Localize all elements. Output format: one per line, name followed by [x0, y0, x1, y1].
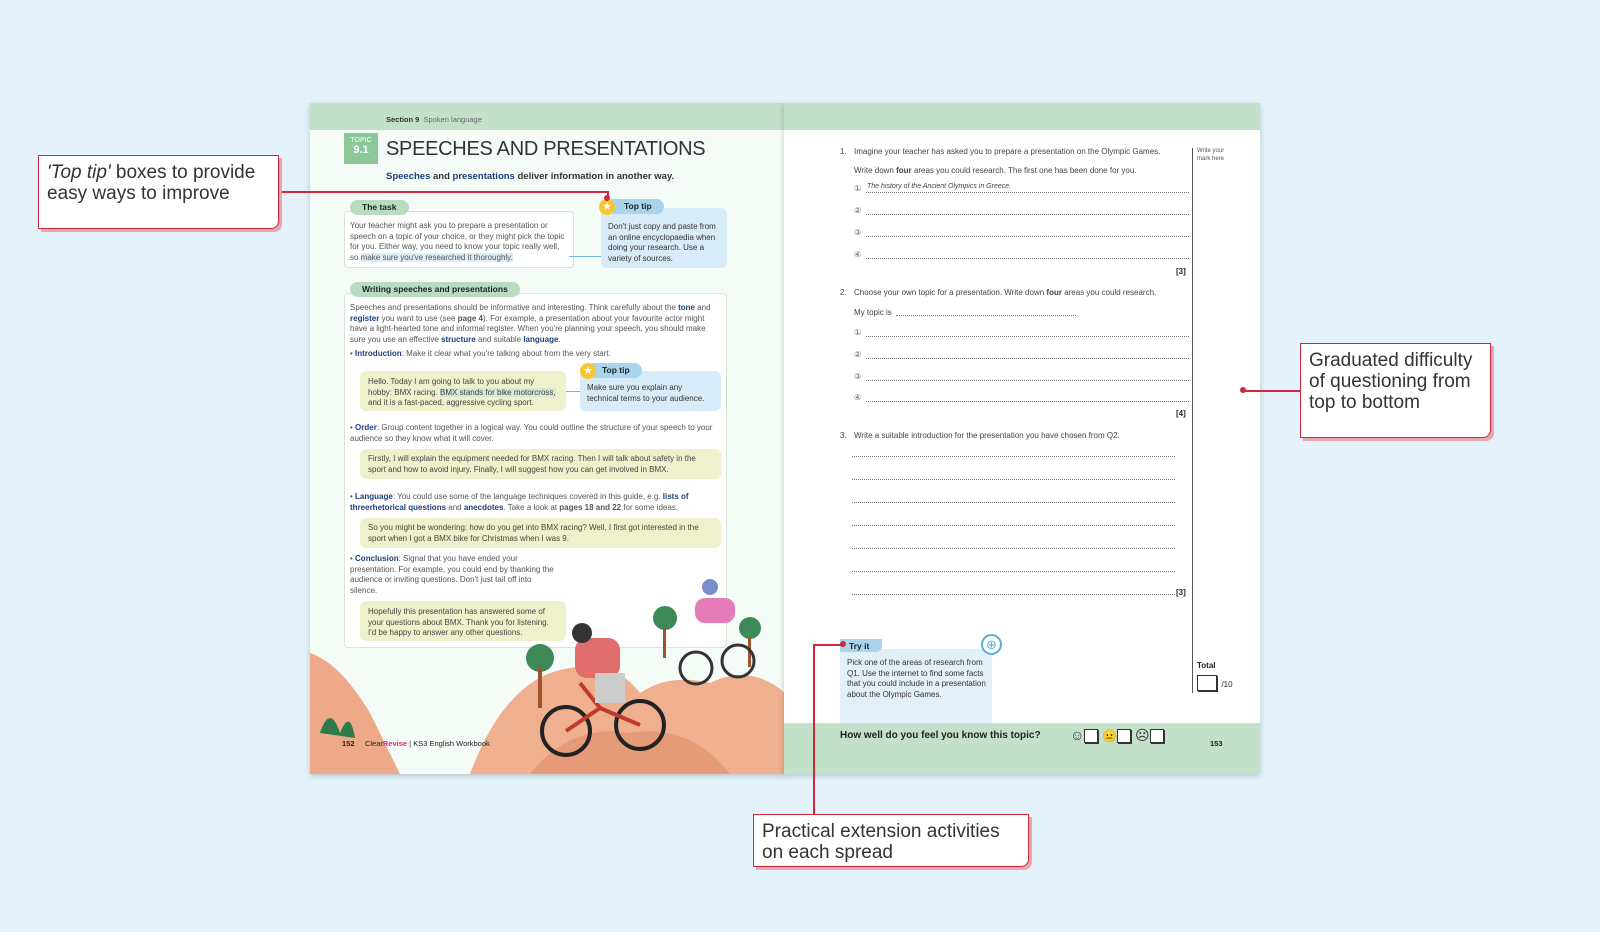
answer-line[interactable] [866, 336, 1189, 337]
speech-bubble-2: Firstly, I will explain the equipment needed for BMX racing. Then I will talk about safety in the sport and how to avoid injury. Finally, I will suggest how you can get involved in BMX. [360, 449, 721, 479]
answer-line[interactable] [852, 571, 1175, 572]
mark-note: Write your mark here [1197, 148, 1225, 162]
question-1-text: Imagine your teacher has asked you to prepare a presentation on the Olympic Games. [854, 147, 1161, 156]
confidence-checkbox-high[interactable] [1084, 729, 1098, 743]
try-it-label: Try it [840, 639, 882, 652]
speech-bubble-3: So you might be wondering: how do you get into BMX racing? Well, I first got interested in the sport when I got a BMX bike for Christmas when I was 9. [360, 518, 721, 548]
neutral-face-icon: 😐 [1102, 729, 1118, 743]
header-band [310, 103, 785, 130]
question-number: 1. [840, 147, 847, 156]
top-tip-box-2: Make sure you explain any technical terms to your audience. [580, 371, 721, 411]
my-topic-label: My topic is [854, 308, 892, 317]
confidence-checkbox-medium[interactable] [1117, 729, 1131, 743]
left-page [310, 103, 785, 774]
confidence-selector[interactable] [1070, 727, 1164, 744]
marks-label: [3] [1176, 267, 1186, 276]
question-number: 2. [840, 288, 847, 297]
annotation-top-tip: 'Top tip' boxes to provide easy ways to improve [38, 155, 279, 229]
writing-label: Writing speeches and presentations [350, 282, 520, 297]
top-tip-label-2: Top tip [586, 363, 642, 378]
globe-icon: ⊕ [981, 634, 1002, 655]
topic-line[interactable] [896, 315, 1076, 316]
item-number: ② [854, 206, 862, 215]
question-number: 3. [840, 431, 847, 440]
answer-line[interactable] [866, 258, 1189, 259]
annotation-practical: Practical extension activities on each spread [753, 814, 1029, 867]
question-1-instruction: Write down four areas you could research. The first one has been done for you. [854, 166, 1137, 175]
answer-line[interactable] [852, 456, 1175, 457]
item-number: ① [854, 328, 862, 337]
connector-line [569, 256, 601, 257]
mark-margin-line [1192, 148, 1193, 693]
topic-label: TOPIC [350, 137, 372, 144]
total-label: Total [1197, 661, 1216, 670]
topic-number: 9.1 [353, 144, 369, 156]
section-name: Spoken language [423, 115, 482, 124]
callout-dot [840, 641, 846, 647]
header-band [784, 103, 1260, 130]
bullet-language: • Language: You could use some of the language techniques covered in this guide, e.g. lists of threerhetorical questions and anecdotes. Take a look at pages 18 and 22 for some ideas. [350, 492, 689, 512]
total-out-of: /10 [1221, 680, 1233, 689]
callout-line [278, 191, 608, 193]
item-number: ① [854, 184, 862, 193]
answer-line[interactable] [866, 380, 1189, 381]
answer-line[interactable] [866, 358, 1189, 359]
callout-line [813, 644, 843, 646]
answer-line[interactable] [852, 594, 1175, 595]
marks-label: [3] [1176, 588, 1186, 597]
answer-line[interactable] [866, 401, 1189, 402]
marks-label: [4] [1176, 409, 1186, 418]
question-2-text: Choose your own topic for a presentation. Write down four areas you could research. [854, 288, 1157, 297]
bullet-introduction: • Introduction: Make it clear what you're talking about from the very start. [350, 349, 611, 358]
page-title: SPEECHES AND PRESENTATIONS [386, 138, 706, 160]
example-answer: The history of the Ancient Olympics in Greece. [867, 183, 1012, 190]
item-number: ② [854, 350, 862, 359]
writing-paragraph: Speeches and presentations should be informative and interesting. Think carefully about the tone and register you want to use (see page 4). For example, a presentation about your favourite actor might have a light-hearted tone and informal register. When you're planning your speech, you should make sure you use an effective structure and suitable language. [350, 303, 711, 344]
bullet-conclusion: • Conclusion: Signal that you have ended your presentation. For example, you could end by thanking the audience or inviting questions. Don't just tail off into silence. [350, 554, 554, 595]
task-label: The task [350, 200, 409, 215]
confidence-checkbox-low[interactable] [1150, 729, 1164, 743]
callout-dot [604, 195, 610, 201]
callout-line [1243, 390, 1301, 392]
top-tip-label-1: Top tip [606, 199, 664, 214]
topic-badge [344, 133, 378, 164]
answer-line[interactable] [866, 214, 1189, 215]
happy-face-icon: ☺ [1070, 727, 1085, 743]
item-number: ④ [854, 393, 862, 402]
item-number: ③ [854, 228, 862, 237]
speech-bubble-1: Hello. Today I am going to talk to you about my hobby: BMX racing. BMX stands for bike motorcross, and it is a fast-paced, aggressive cycling sport. [360, 371, 566, 411]
answer-line[interactable] [866, 236, 1189, 237]
right-page [784, 103, 1260, 774]
item-number: ③ [854, 372, 862, 381]
sad-face-icon: ☹ [1135, 727, 1150, 743]
answer-line[interactable] [852, 479, 1175, 480]
question-3-text: Write a suitable introduction for the presentation you have chosen from Q2. [854, 431, 1120, 440]
answer-line[interactable] [852, 525, 1175, 526]
answer-line[interactable] [852, 502, 1175, 503]
try-it-text: Pick one of the areas of research from Q1. Use the internet to find some facts that you could include in a presentation about the Olympic Games. [847, 658, 986, 699]
page-number: 153 [1210, 739, 1223, 748]
answer-line[interactable] [866, 192, 1189, 193]
callout-dot [1240, 387, 1246, 393]
feel-question: How well do you feel you know this topic? [840, 730, 1041, 741]
annotation-graduated: Graduated difficulty of questioning from top to bottom [1300, 343, 1491, 438]
speech-bubble-4: Hopefully this presentation has answered some of your questions about BMX. Thank you for listening. I'd be happy to answer any other questions. [360, 601, 566, 641]
section-label: Section 9 [386, 115, 420, 124]
left-footer: 152 ClearRevise | KS3 English Workbook [342, 739, 490, 748]
intro-line: Speeches and presentations deliver information in another way. [386, 171, 675, 182]
callout-line [813, 644, 815, 814]
star-icon: ★ [580, 363, 596, 379]
star-icon: ★ [599, 199, 615, 215]
total-box[interactable] [1197, 674, 1233, 692]
bullet-order: • Order: Group content together in a logical way. You could outline the structure of your speech to your audience so they know what it will cover. [350, 423, 713, 443]
task-text: Your teacher might ask you to prepare a presentation or speech on a topic of your choice, or they might pick the topic for you. Either way, you need to know your topic really well, so make sure you've researched it thoroughly. [350, 221, 565, 262]
answer-line[interactable] [852, 548, 1175, 549]
item-number: ④ [854, 250, 862, 259]
top-tip-box-1: Don't just copy and paste from an online encyclopaedia when doing your research. Use a variety of sources. [601, 208, 727, 268]
